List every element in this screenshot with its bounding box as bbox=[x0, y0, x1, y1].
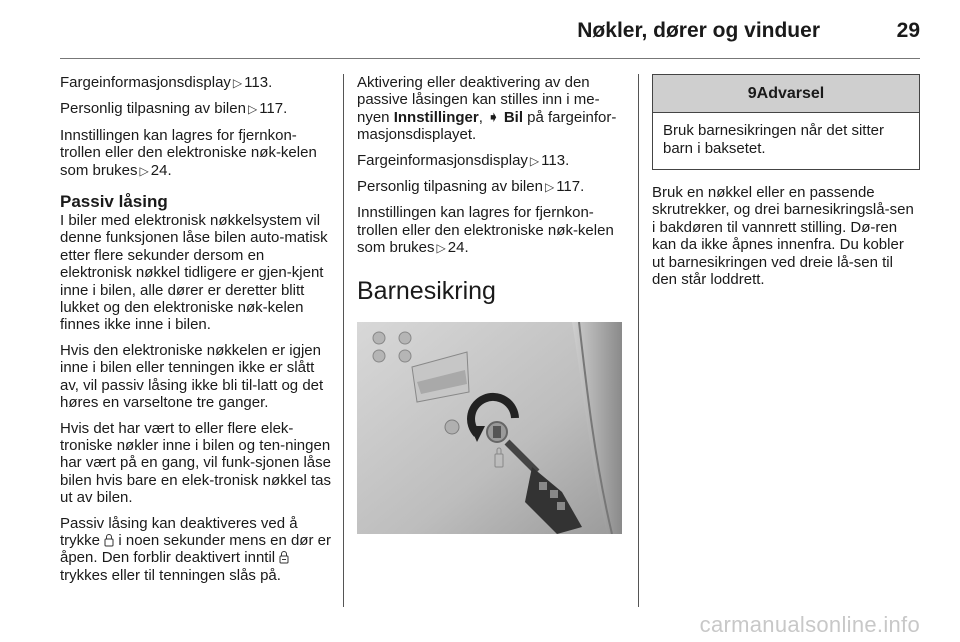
warning-icon: 9 bbox=[747, 85, 757, 102]
paragraph: I biler med elektronisk nøkkelsystem vil denne funksjonen låse bilen auto-matisk etter flere sekunder dersom en elektronisk nøkkel tidligere er gjen-kjent inne i bilen, alle dører er deretter blitt lukket og den elektroniske nøk-kelen finnes ikke inne i bilen. bbox=[60, 212, 328, 334]
cross-reference: Personlig tilpasning av bilen ▷ 117. bbox=[60, 100, 288, 118]
subheading-passive-locking: Passiv låsing bbox=[60, 192, 168, 212]
cross-reference: Fargeinformasjonsdisplay ▷ 113. bbox=[60, 74, 273, 91]
reference-link[interactable]: 117. bbox=[259, 100, 288, 118]
lock-icon bbox=[104, 533, 114, 547]
reference-link[interactable]: 117. bbox=[556, 178, 585, 196]
warning-header bbox=[653, 75, 919, 113]
reference-arrow-icon: ▷ bbox=[247, 102, 258, 117]
child-lock-photo bbox=[357, 322, 622, 534]
paragraph: Passiv låsing kan deaktiveres ved å trykke i noen sekunder mens en dør er åpen. Den forblir deaktivert inntil trykkes eller til tenningen slås på. bbox=[60, 514, 331, 584]
paragraph: Innstillingen kan lagres for fjernkon-trollen eller den elektroniske nøk-kelen som brukes ▷ 24. bbox=[60, 126, 317, 179]
column-left bbox=[60, 74, 333, 592]
reference-arrow-icon: ▷ bbox=[529, 153, 540, 168]
paragraph: Aktivering eller deaktivering av den passive låsingen kan stilles inn i me-nyen Innstillinger, ➧ Bil på fargeinfor-masjonsdisplayet. bbox=[357, 74, 617, 144]
warning-title: Advarsel bbox=[756, 85, 825, 102]
cross-reference: Personlig tilpasning av bilen ▷ 117. bbox=[357, 178, 585, 196]
reference-link[interactable]: 113. bbox=[541, 151, 570, 169]
reference-link[interactable]: 24. bbox=[447, 239, 469, 257]
warning-text: Bruk barnesikringen når det sitter barn i baksetet. bbox=[663, 122, 884, 157]
reference-arrow-icon: ▷ bbox=[232, 76, 243, 90]
reference-arrow-icon: ▷ bbox=[436, 241, 446, 256]
section-heading-child-lock: Barnesikring bbox=[357, 276, 496, 305]
reference-link[interactable]: 113. bbox=[244, 74, 273, 91]
header-divider bbox=[60, 58, 920, 59]
column-divider-right bbox=[638, 74, 639, 607]
paragraph: Bruk en nøkkel eller en passende skrutrekker, og drei barnesikringslå-sen i bakdøren til vannrett stilling. Dø-ren kan da ikke åpnes innenfra. Du kobler ut barnesikringen ved dreie lå-sen til den står loddrett. bbox=[652, 184, 914, 289]
menu-path-settings: Innstillinger bbox=[393, 108, 479, 126]
paragraph: Innstillingen kan lagres for fjernkon-trollen eller den elektroniske nøk-kelen som brukes ▷ 24. bbox=[357, 204, 614, 257]
column-right bbox=[652, 74, 920, 296]
reference-link[interactable]: 24. bbox=[150, 161, 172, 179]
column-middle bbox=[357, 74, 622, 534]
reference-arrow-icon: ▷ bbox=[544, 180, 555, 195]
reference-arrow-icon: ▷ bbox=[139, 163, 149, 178]
page-title: Nøkler, dører og vinduer bbox=[577, 19, 820, 42]
paragraph: Hvis den elektroniske nøkkelen er igjen inne i bilen eller tenningen ikke er slått av, vil passiv låsing ikke bli til-latt og det høres en varseltone tre ganger. bbox=[60, 341, 324, 412]
menu-arrow-icon: ➧ bbox=[487, 108, 500, 126]
watermark: carmanualsonline.info bbox=[699, 612, 920, 637]
paragraph: Hvis det har vært to eller flere elek-troniske nøkler inne i bilen og ten-ningen har vært på en gang, vil funk-sjonen låse bilen hvis bare en elek-tronisk nøkkel tas ut av bilen. bbox=[60, 419, 331, 507]
unlock-icon bbox=[279, 550, 289, 564]
column-divider-left bbox=[343, 74, 344, 607]
menu-path-car: Bil bbox=[503, 108, 523, 126]
page-header bbox=[60, 0, 920, 60]
warning-box bbox=[652, 74, 920, 170]
page-number: 29 bbox=[896, 19, 920, 42]
cross-reference: Fargeinformasjonsdisplay ▷ 113. bbox=[357, 151, 570, 169]
